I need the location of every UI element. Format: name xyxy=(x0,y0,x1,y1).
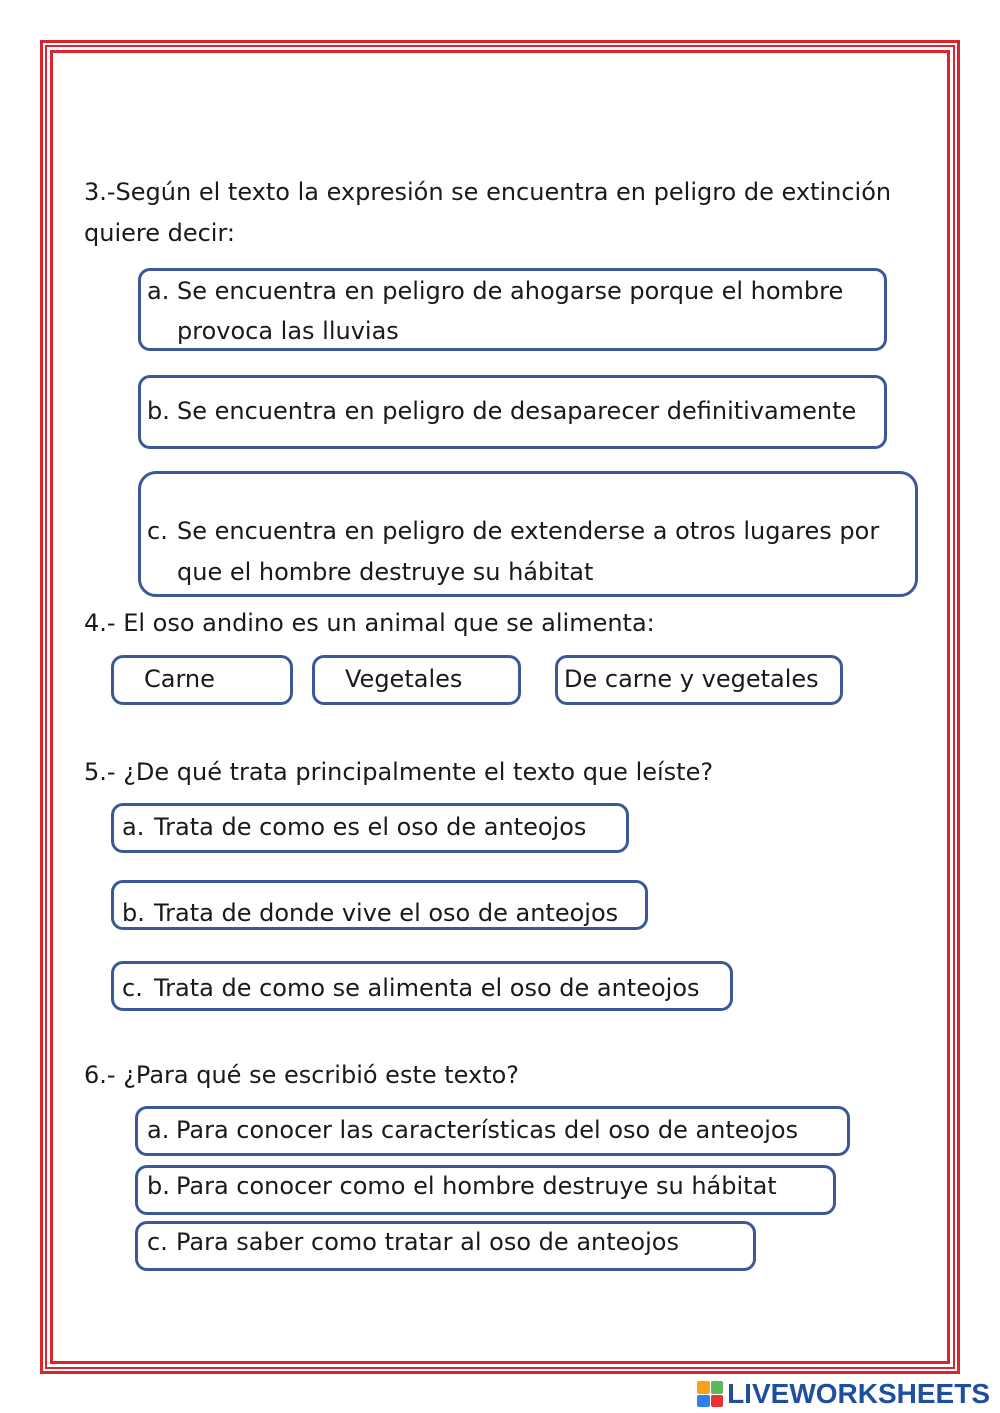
q5-option-a-letter: a. xyxy=(122,813,145,841)
q6-option-b[interactable] xyxy=(135,1165,836,1215)
q3-option-b-letter: b. xyxy=(147,397,170,425)
q6-option-c-text: Para saber como tratar al oso de anteojos xyxy=(176,1228,679,1256)
q5-option-a[interactable] xyxy=(111,803,629,853)
q5-option-a-text: Trata de como es el oso de anteojos xyxy=(154,813,587,841)
q5-option-c[interactable] xyxy=(111,961,733,1011)
q3-option-b[interactable] xyxy=(138,375,887,449)
q6-option-a[interactable] xyxy=(135,1106,850,1156)
q6-option-b-text: Para conocer como el hombre destruye su hábitat xyxy=(176,1172,777,1200)
q3-option-b-line1: Se encuentra en peligro de desaparecer definitivamente xyxy=(177,397,857,425)
q5-option-b-text: Trata de donde vive el oso de anteojos xyxy=(154,899,619,927)
q4-option-vegetales[interactable] xyxy=(312,655,521,705)
q3-option-c-letter: c. xyxy=(147,517,168,545)
liveworksheets-logo-text: LIVEWORKSHEETS xyxy=(727,1378,990,1409)
q3-option-a[interactable] xyxy=(138,268,887,351)
q4-option-vegetales-label: Vegetales xyxy=(345,665,463,693)
q4-option-carne-y-vegetales[interactable] xyxy=(555,655,843,705)
q3-option-a-letter: a. xyxy=(147,277,170,305)
q3-option-c-line2: que el hombre destruye su hábitat xyxy=(177,558,594,586)
q3-option-a-line1: Se encuentra en peligro de ahogarse porque el hombre xyxy=(177,277,844,305)
q5-option-b[interactable] xyxy=(111,880,648,930)
question-6: 6.- ¿Para qué se escribió este texto? xyxy=(84,1061,520,1089)
question-3-line2: quiere decir: xyxy=(84,219,236,247)
question-4: 4.- El oso andino es un animal que se alimenta: xyxy=(84,609,655,637)
q5-option-c-text: Trata de como se alimenta el oso de anteojos xyxy=(154,974,700,1002)
q4-option-carne-label: Carne xyxy=(144,665,215,693)
q4-option-carne-y-vegetales-label: De carne y vegetales xyxy=(564,665,819,693)
q6-option-b-letter: b. xyxy=(147,1172,170,1200)
q3-option-c[interactable] xyxy=(138,471,918,597)
q6-option-c-letter: c. xyxy=(147,1228,168,1256)
q6-option-c[interactable] xyxy=(135,1221,756,1271)
question-5: 5.- ¿De qué trata principalmente el texto que leíste? xyxy=(84,758,714,786)
q3-option-a-line2: provoca las lluvias xyxy=(177,317,399,345)
q5-option-b-letter: b. xyxy=(122,899,145,927)
liveworksheets-logo-icon xyxy=(697,1381,723,1407)
q4-option-carne[interactable] xyxy=(111,655,293,705)
question-3-line1: 3.-Según el texto la expresión se encuentra en peligro de extinción xyxy=(84,178,892,206)
q3-option-c-line1: Se encuentra en peligro de extenderse a otros lugares por xyxy=(177,517,880,545)
q5-option-c-letter: c. xyxy=(122,974,143,1002)
q6-option-a-letter: a. xyxy=(147,1116,170,1144)
q6-option-a-text: Para conocer las características del oso de anteojos xyxy=(176,1116,799,1144)
liveworksheets-logo xyxy=(697,1379,990,1409)
